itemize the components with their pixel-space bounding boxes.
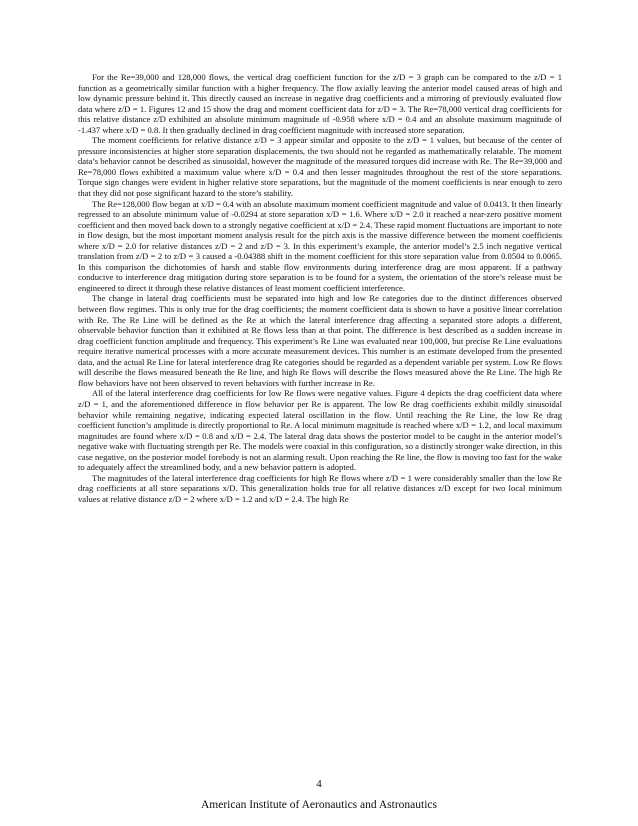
paragraph-4: The change in lateral drag coefficients must be separated into high and low Re categories due to the distinct differences observed between flow regimes. This is only true for the drag coefficients; the moment coefficient data is shown to have a positive linear correlation with Re. The Re Line will be defined as the Re at which the lateral interference drag affecting a separated store adopts a different, observable behavior function than it exhibited at Re flows less than at that point. The difference is best described as a sudden increase in drag coefficient function amplitude and frequency. This experiment’s Re Line was evaluated near 100,000, but precise Re Line evaluations require iterative numerical processes with a more accurate measurement devices. This number is an estimate developed from the presented data, and the actual Re Line for lateral interference drag Re categories should be regarded as a dependent variable per system. Low Re flows will describe the flows measured beneath the Re line, and high Re flows will describe the flows measured above the Re Line. The high Re flow behaviors have not been observed to revert behaviors with further increase in Re. bbox=[78, 293, 562, 388]
paragraph-1: For the Re=39,000 and 128,000 flows, the vertical drag coefficient function for the z/D = 3 graph can be compared to the z/D = 1 function as a geometrically similar function with a higher frequency. The flow axially leaving the anterior model caused areas of high and low dynamic pressure behind it. This directly caused an increase in negative drag coefficients and a mirroring of previously evaluated flow data where z/D = 1. Figures 12 and 15 show the drag and moment coefficient data for z/D = 3. The Re=78,000 vertical drag coefficients for this relative distance z/D exhibited an absolute minimum magnitude of -0.958 where x/D = 0.4 and an absolute maximum magnitude of -1.437 where x/D = 0.8. It then gradually declined in drag coefficient magnitude with increased store separation. bbox=[78, 72, 562, 135]
paragraph-2: The moment coefficients for relative distance z/D = 3 appear similar and opposite to the z/D = 1 values, but because of the center of pressure inconsistencies at higher store separation displacements, the two should not be regarded as mathematically relatable. The moment data’s behavior cannot be described as sinusoidal, however the magnitude of the measured torques did increase with Re. The Re=39,000 and Re=78,000 flows exhibited a maximum value where x/D = 0.4 and then lesser magnitudes throughout the rest of the store separations. Torque sign changes were evident in higher relative store separations, but the magnitude of the moment coefficients is near enough to zero that they did not pose significant hazard to the store’s stability. bbox=[78, 135, 562, 199]
footer-institution: American Institute of Aeronautics and Astronautics bbox=[200, 799, 437, 811]
body-text bbox=[78, 72, 562, 504]
page-number: 4 bbox=[316, 778, 322, 790]
paragraph-6: The magnitudes of the lateral interference drag coefficients for high Re flows where z/D = 1 were considerably smaller than the low Re drag coefficients at all store separations x/D. This generalization holds true for all relative distances z/D except for two local minimum values at relative distance z/D = 2 where x/D = 1.2 and x/D = 2.4. The high Re bbox=[78, 472, 562, 504]
paragraph-5: All of the lateral interference drag coefficients for low Re flows were negative values. Figure 4 depicts the drag coefficient data where z/D = 1, and the aforementioned difference in flow behavior per Re is apparent. The low Re drag coefficients exhibit mildly sinusoidal behavior while remaining negative, indicating expected lateral oscillation in the flow. Until reaching the Re Line, the low Re drag coefficient function’s amplitude is directly proportional to Re. A local minimum magnitude is reached where x/D = 1.2, and local maximum magnitudes are found where x/D = 0.8 and x/D = 2.4. The lateral drag data shows the posterior model to be caught in the anterior model’s negative wake with fluctuating strength per Re. The models were coaxial in this configuration, so a distinctly stronger wake direction, in this case negative, on the posterior model forebody is not an alarming result. Upon reaching the Re line, the flow is moving too fast for the wake to adequately affect the streamlined body, and a new behavior pattern is adopted. bbox=[78, 388, 562, 473]
paragraph-3: The Re=128,000 flow began at x/D = 0.4 with an absolute maximum moment coefficient magnitude and value of 0.0413. It then linearly regressed to an absolute minimum value of -0.0294 at store separation x/D = 1.6. Where x/D = 2.0 it reached a near-zero positive moment coefficient and then moved back down to a strongly negative coefficient at x/D = 2.4. These rapid moment fluctuations are important to note in flow design, but the most important moment analysis result for the pitch axis is the massive difference between the moment coefficients where x/D = 2.0 for relative distances z/D = 2 and z/D = 3. In this experiment’s example, the anterior model’s 2.5 inch negative vertical translation from z/D = 2 to z/D = 3 caused a -0.04388 shift in the moment coefficient for this store separation value from 0.0504 to 0.0065. In this comparison the dichotomies of harsh and stable flow environments during interference drag are most apparent. If a pathway conducive to interference drag mitigation during store separation is to be found for a system, the orientation of the store’s release must be engineered to direct it through these relative distances of least moment coefficient interference. bbox=[78, 198, 562, 293]
